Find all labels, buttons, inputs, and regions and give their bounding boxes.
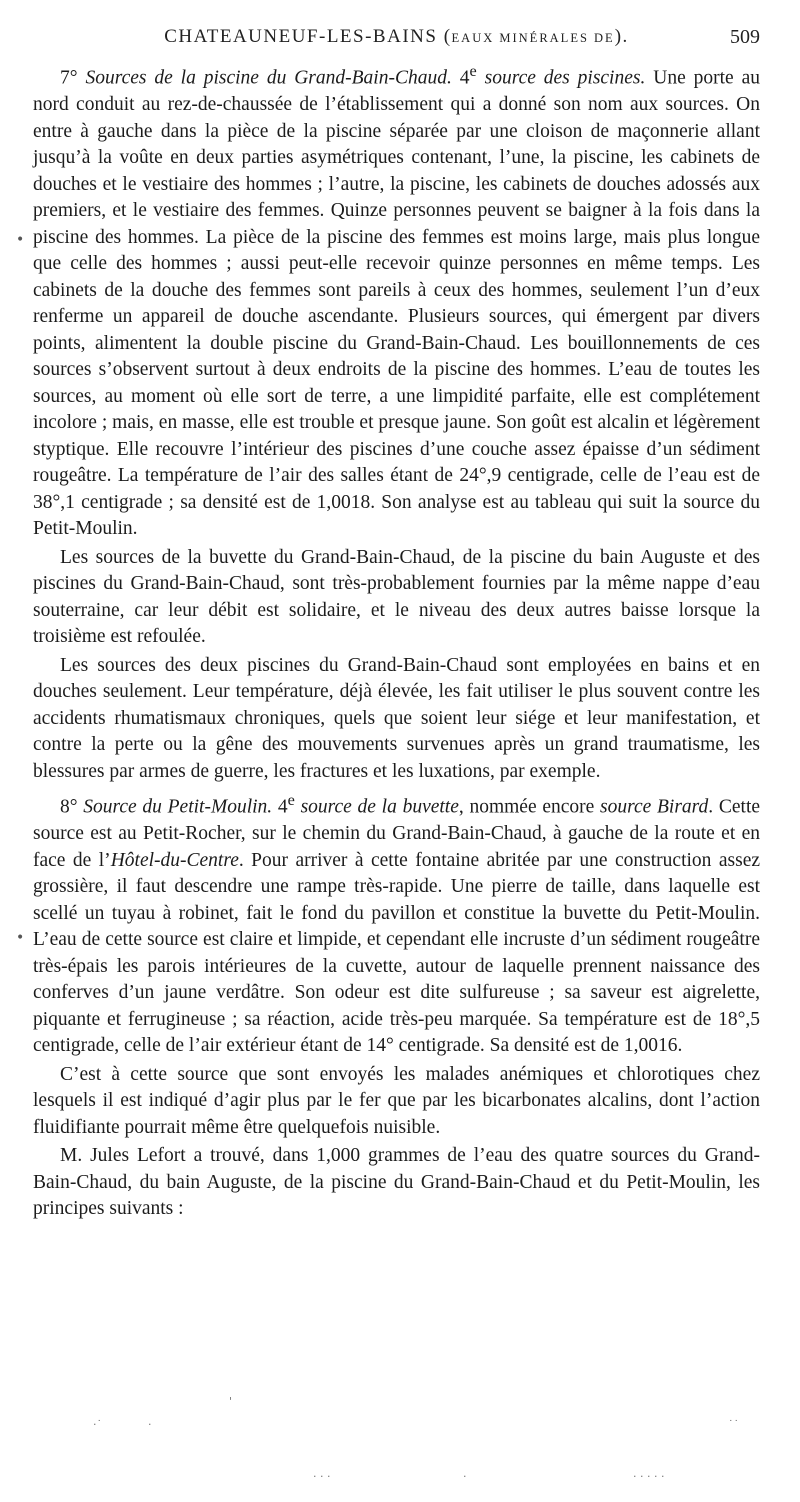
speck: · · · [313,1470,331,1483]
paragraph-text: , nommée encore [458,796,595,818]
speck: · · · · · [633,1470,665,1483]
paragraph-text: . Cette source est au Petit-Rocher, sur le chemin du Grand-Bain-Chaud, à gauche de la route et en face de l’ [33,796,761,871]
running-title [33,26,760,48]
paragraph-text: Les sources des deux piscines du Grand-Bain-Chaud sont employées en bains et en douches seulement. Leur température, déjà élevée, les fait utiliser le plus souvent contre les accidents rhumatismaux chroniques, quels que soient leur siége et leur manifestation, et contre la perte ou la gêne des mouvements survenues après un grand traumatisme, les blessures par armes de guerre, les fractures et les luxations, par exemple. [33,654,760,782]
paragraph-malades [33,1062,760,1142]
hotel-name: Hôtel-du-Centre [110,849,239,871]
paragraph-sources-piscine [33,58,760,543]
section-heading: Source du Petit-Moulin. [83,796,273,818]
section-subheading: source des piscines. [484,67,646,89]
speck: · [463,1470,467,1483]
paragraph-text: M. Jules Lefort a trouvé, dans 1,000 grammes de l’eau des quatre sources du Grand-Bain-Chaud, du bain Auguste, de la piscine du Grand-Bain-Chaud et du Petit-Moulin, les principes suivants : [33,1145,760,1219]
margin-mark: • [16,930,25,946]
section-subheading: source de la buvette [300,796,459,818]
paragraph-petit-moulin [33,787,760,1060]
ordinal-number: 4 [277,796,288,818]
speck: ' [229,1395,233,1408]
section-heading: Sources de la piscine du Grand-Bain-Chaud. [85,67,452,89]
paragraph-analyse [33,1143,760,1223]
section-number: 8° [60,796,78,818]
running-head [33,26,760,56]
paragraph-text: Une porte au nord conduit au rez-de-chaussée de l’établissement qui a donné son nom aux sources. On entre à gauche dans la pièce de la piscine séparée par une cloison de maçonnerie allant jusqu’à la voûte en deux parties asymétriques contenant, l’une, la piscine, les cabinets de douches et le vestiaire des hommes ; l’autre, la piscine, les cabinets de douches adossés aux premiers, et le vestiaire des femmes. Quinze personnes peuvent se baigner à la fois dans la piscine des hommes. La pièce de la piscine des femmes est moins large, mais plus longue que celle des hommes ; aussi peut-elle recevoir quinze personnes en même temps. Les cabinets de la douche des femmes sont pareils à ceux des hommes, seulement l’un d’eux renferme un appareil de douche ascendante. Plusieurs sources, qui émergent par divers points, alimentent la double piscine du Grand-Bain-Chaud. Les bouillonnements de ces sources s’observent surtout à deux endroits de la piscine des hommes. L’eau de toutes les sources, au moment où elle sort de terre, a une limpidité parfaite, elle est complétement incolore ; mais, en masse, elle est trouble et presque jaune. Son goût est alcalin et légèrement styptique. Elle recouvre l’intérieur des piscines d’une couche assez épaisse d’un sédiment rougeâtre. La température de l’air des salles étant de 24°,9 centigrade, celle de l’eau est de 38°,1 centigrade ; sa densité est de 1,0018. Son analyse est au tableau qui suit la source du Petit-Moulin. [33,67,760,539]
paragraph-text: C’est à cette source que sont envoyés les malades anémiques et chlorotiques chez lesquels il est indiqué d’agir plus par le fer que par les bicarbonates alcalins, dont l’action fluidifiante pourrait même être quelquefois nuisible. [33,1063,760,1138]
speck: ·˙ [93,1418,102,1431]
paragraph-usages [33,653,760,786]
running-title-main: CHATEAUNEUF-LES-BAINS ( [164,26,452,47]
ordinal-suffix: e [469,62,477,80]
paragraph-text: Les sources de la buvette du Grand-Bain-Chaud, de la piscine du bain Auguste et des piscines du Grand-Bain-Chaud, sont très-probablement fournies par la même nappe d’eau souterraine, car leur débit est solidaire, et le niveau des deux autres baisse lorsque la troisième est refoulée. [33,546,760,647]
ordinal-number: 4 [459,67,470,89]
running-title-small-caps: EAUX MINÉRALES DE [451,31,615,45]
page-number: 509 [730,26,760,48]
speck: · [148,1418,152,1431]
speck: ˙˙ [728,1418,739,1431]
paragraph-text: . Pour arriver à cette fontaine abritée par une construction assez grossière, il faut descendre une rampe très-rapide. Une pierre de taille, dans laquelle est scellé un tuyau à robinet, fait le fond du pavillon et constitue la buvette du Petit-Moulin. L’eau de cette source est claire et limpide, et cependant elle incruste d’un sédiment rougeâtre très-épais les parois intérieures de la cuvette, autour de laquelle prennent naissance des conferves d’un jaune verdâtre. Son odeur est dite sulfureuse ; sa saveur est aigrelette, piquante et ferrugineuse ; sa réaction, acide très-peu marquée. Sa température est de 18°,5 centigrade, celle de l’air extérieur étant de 14° centigrade. Sa densité est de 1,0016. [33,849,761,1056]
running-title-close: ). [614,26,629,47]
margin-mark: • [16,232,25,248]
body-text [33,58,760,1223]
paragraph-nappe-souterraine [33,545,760,651]
source-alt-name: source Birard [600,796,709,818]
section-number: 7° [60,67,78,89]
ordinal-suffix: e [287,791,295,809]
